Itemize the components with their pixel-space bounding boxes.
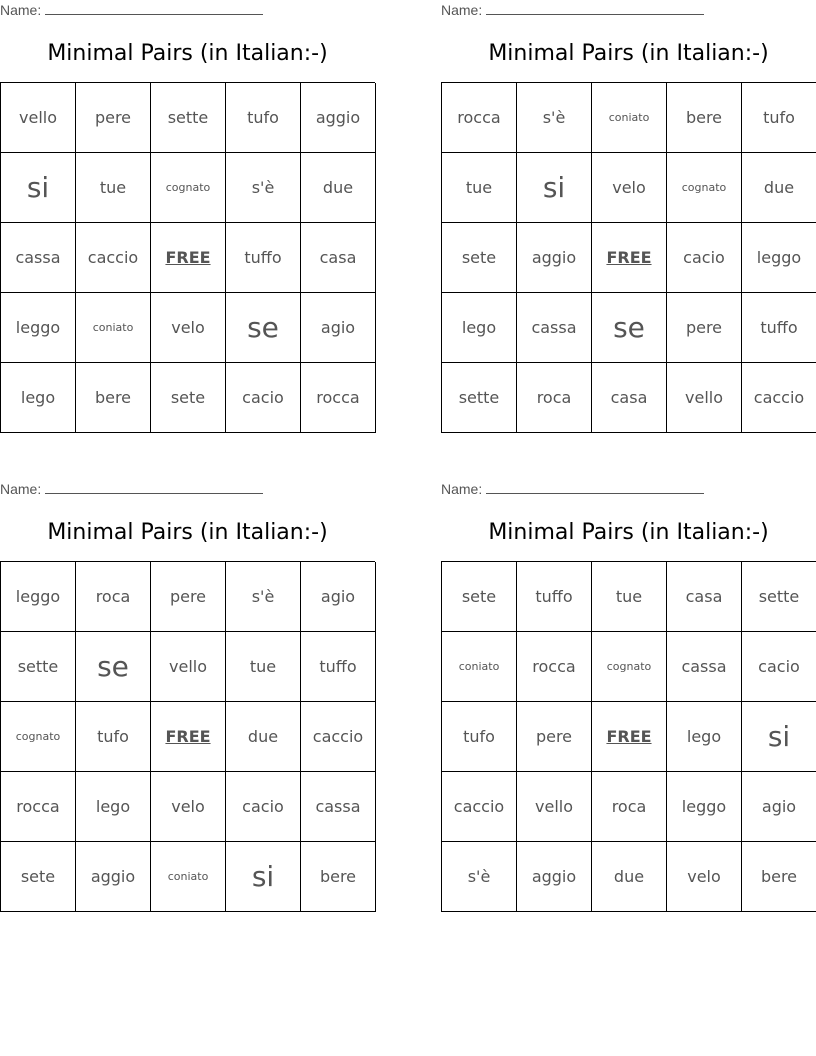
bingo-cell[interactable]: cassa bbox=[301, 772, 376, 842]
name-field[interactable] bbox=[441, 2, 704, 18]
bingo-cell[interactable]: cacio bbox=[667, 223, 742, 293]
bingo-cell[interactable]: due bbox=[226, 702, 301, 772]
bingo-cell[interactable]: se bbox=[76, 632, 151, 702]
bingo-cell[interactable]: tue bbox=[592, 562, 667, 632]
bingo-cell[interactable]: cacio bbox=[226, 772, 301, 842]
bingo-cell[interactable]: se bbox=[226, 293, 301, 363]
bingo-cell[interactable]: sete bbox=[151, 363, 226, 433]
bingo-cell[interactable]: roca bbox=[592, 772, 667, 842]
name-field[interactable] bbox=[441, 481, 704, 497]
bingo-cell[interactable]: cassa bbox=[1, 223, 76, 293]
bingo-grid bbox=[441, 561, 816, 912]
bingo-cell[interactable]: leggo bbox=[667, 772, 742, 842]
bingo-cell[interactable]: pere bbox=[76, 83, 151, 153]
bingo-cell[interactable]: due bbox=[592, 842, 667, 912]
bingo-cell[interactable]: tufo bbox=[442, 702, 517, 772]
free-space-cell[interactable]: FREE bbox=[592, 223, 667, 293]
bingo-grid bbox=[0, 561, 375, 912]
bingo-cell[interactable]: tuffo bbox=[301, 632, 376, 702]
name-underline[interactable] bbox=[45, 481, 263, 494]
bingo-cell[interactable]: tuffo bbox=[517, 562, 592, 632]
bingo-cell[interactable]: vello bbox=[1, 83, 76, 153]
bingo-cell[interactable]: roca bbox=[76, 562, 151, 632]
free-space-cell[interactable]: FREE bbox=[151, 702, 226, 772]
bingo-cell[interactable]: lego bbox=[1, 363, 76, 433]
bingo-cell[interactable]: roca bbox=[517, 363, 592, 433]
bingo-cell[interactable]: aggio bbox=[301, 83, 376, 153]
bingo-cell[interactable]: lego bbox=[442, 293, 517, 363]
bingo-cell[interactable]: cacio bbox=[226, 363, 301, 433]
bingo-cell[interactable]: sete bbox=[442, 223, 517, 293]
name-label: Name: bbox=[0, 2, 42, 18]
bingo-cell[interactable]: pere bbox=[151, 562, 226, 632]
bingo-cell[interactable]: coniato bbox=[442, 632, 517, 702]
bingo-cell[interactable]: tue bbox=[76, 153, 151, 223]
bingo-cell[interactable]: rocca bbox=[1, 772, 76, 842]
bingo-cell[interactable]: pere bbox=[667, 293, 742, 363]
bingo-cell[interactable]: leggo bbox=[1, 293, 76, 363]
card-title: Minimal Pairs (in Italian:-) bbox=[47, 41, 328, 66]
name-label: Name: bbox=[0, 481, 42, 497]
bingo-cell[interactable]: sette bbox=[742, 562, 816, 632]
bingo-cell[interactable]: agio bbox=[742, 772, 816, 842]
bingo-cell[interactable]: caccio bbox=[742, 363, 816, 433]
bingo-cell[interactable]: pere bbox=[517, 702, 592, 772]
bingo-cell[interactable]: cognato bbox=[667, 153, 742, 223]
card-title: Minimal Pairs (in Italian:-) bbox=[47, 520, 328, 545]
bingo-cell[interactable]: leggo bbox=[742, 223, 816, 293]
name-label: Name: bbox=[441, 2, 483, 18]
bingo-cell[interactable]: si bbox=[742, 702, 816, 772]
bingo-cell[interactable]: vello bbox=[151, 632, 226, 702]
bingo-card-3 bbox=[0, 479, 376, 919]
bingo-cell[interactable]: aggio bbox=[517, 223, 592, 293]
bingo-cell[interactable]: lego bbox=[667, 702, 742, 772]
bingo-cell[interactable]: sette bbox=[442, 363, 517, 433]
name-underline[interactable] bbox=[486, 481, 704, 494]
bingo-cell[interactable]: caccio bbox=[442, 772, 517, 842]
bingo-cell[interactable]: tue bbox=[226, 632, 301, 702]
bingo-cell[interactable]: agio bbox=[301, 562, 376, 632]
bingo-cell[interactable]: bere bbox=[667, 83, 742, 153]
bingo-cell[interactable]: se bbox=[592, 293, 667, 363]
bingo-cell[interactable]: cassa bbox=[517, 293, 592, 363]
bingo-card-2 bbox=[441, 0, 816, 440]
bingo-cell[interactable]: cognato bbox=[151, 153, 226, 223]
bingo-cell[interactable]: tufo bbox=[742, 83, 816, 153]
bingo-cell[interactable]: vello bbox=[517, 772, 592, 842]
card-title: Minimal Pairs (in Italian:-) bbox=[488, 41, 769, 66]
bingo-cell[interactable]: cognato bbox=[1, 702, 76, 772]
bingo-cell[interactable]: coniato bbox=[592, 83, 667, 153]
bingo-cell[interactable]: bere bbox=[742, 842, 816, 912]
bingo-cell[interactable]: velo bbox=[151, 772, 226, 842]
bingo-cell[interactable]: si bbox=[226, 842, 301, 912]
bingo-cell[interactable]: velo bbox=[592, 153, 667, 223]
bingo-cell[interactable]: rocca bbox=[442, 83, 517, 153]
bingo-cell[interactable]: si bbox=[1, 153, 76, 223]
bingo-cell[interactable]: aggio bbox=[517, 842, 592, 912]
bingo-cell[interactable]: lego bbox=[76, 772, 151, 842]
bingo-cell[interactable]: sete bbox=[442, 562, 517, 632]
bingo-cell[interactable]: caccio bbox=[76, 223, 151, 293]
bingo-cell[interactable]: vello bbox=[667, 363, 742, 433]
bingo-grid bbox=[441, 82, 816, 433]
bingo-cell[interactable]: tue bbox=[442, 153, 517, 223]
bingo-cell[interactable]: rocca bbox=[517, 632, 592, 702]
bingo-cell[interactable]: rocca bbox=[301, 363, 376, 433]
name-field[interactable] bbox=[0, 2, 263, 18]
bingo-cell[interactable]: tuffo bbox=[742, 293, 816, 363]
bingo-cell[interactable]: s'è bbox=[226, 153, 301, 223]
bingo-cell[interactable]: leggo bbox=[1, 562, 76, 632]
bingo-card-1 bbox=[0, 0, 376, 440]
bingo-cell[interactable]: sette bbox=[151, 83, 226, 153]
bingo-cell[interactable]: coniato bbox=[151, 842, 226, 912]
bingo-cell[interactable]: coniato bbox=[76, 293, 151, 363]
free-space-cell[interactable]: FREE bbox=[592, 702, 667, 772]
bingo-cell[interactable]: due bbox=[742, 153, 816, 223]
name-label: Name: bbox=[441, 481, 483, 497]
bingo-cell[interactable]: aggio bbox=[76, 842, 151, 912]
bingo-cell[interactable]: bere bbox=[76, 363, 151, 433]
bingo-cell[interactable]: sette bbox=[1, 632, 76, 702]
card-title: Minimal Pairs (in Italian:-) bbox=[488, 520, 769, 545]
bingo-cell[interactable]: cacio bbox=[742, 632, 816, 702]
bingo-cell[interactable]: tufo bbox=[226, 83, 301, 153]
bingo-cell[interactable]: casa bbox=[592, 363, 667, 433]
bingo-cell[interactable]: s'è bbox=[442, 842, 517, 912]
name-underline[interactable] bbox=[486, 2, 704, 15]
name-field[interactable] bbox=[0, 481, 263, 497]
bingo-cell[interactable]: s'è bbox=[517, 83, 592, 153]
bingo-cell[interactable]: tuffo bbox=[226, 223, 301, 293]
bingo-cell[interactable]: si bbox=[517, 153, 592, 223]
bingo-cell[interactable]: velo bbox=[151, 293, 226, 363]
bingo-cell[interactable]: tufo bbox=[76, 702, 151, 772]
name-underline[interactable] bbox=[45, 2, 263, 15]
bingo-cell[interactable]: due bbox=[301, 153, 376, 223]
bingo-cell[interactable]: casa bbox=[301, 223, 376, 293]
bingo-cell[interactable]: bere bbox=[301, 842, 376, 912]
bingo-cell[interactable]: agio bbox=[301, 293, 376, 363]
bingo-cell[interactable]: cassa bbox=[667, 632, 742, 702]
bingo-cell[interactable]: casa bbox=[667, 562, 742, 632]
bingo-cell[interactable]: sete bbox=[1, 842, 76, 912]
free-space-cell[interactable]: FREE bbox=[151, 223, 226, 293]
bingo-cell[interactable]: cognato bbox=[592, 632, 667, 702]
bingo-cell[interactable]: s'è bbox=[226, 562, 301, 632]
bingo-card-4 bbox=[441, 479, 816, 919]
bingo-cell[interactable]: velo bbox=[667, 842, 742, 912]
bingo-cell[interactable]: caccio bbox=[301, 702, 376, 772]
bingo-grid bbox=[0, 82, 375, 433]
